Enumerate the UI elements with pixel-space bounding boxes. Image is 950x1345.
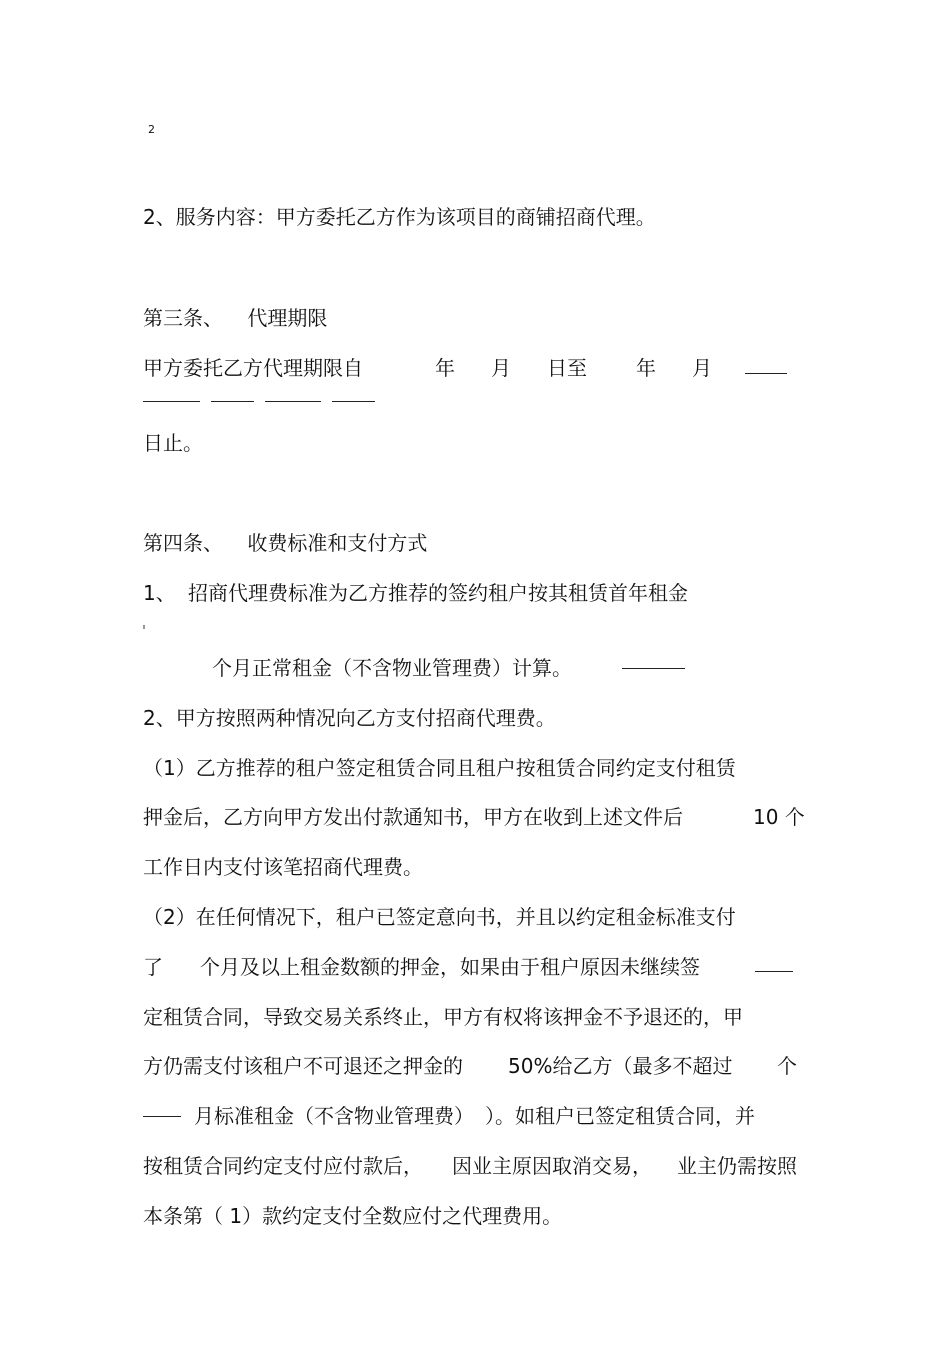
case-2-line-1: （2）在任何情况下，租户已签定意向书，并且以约定租金标准支付 <box>143 905 736 929</box>
term-year-1: 年 <box>435 356 455 380</box>
case-2-signed: ）。如租户已签定租赁合同，并 <box>485 1104 755 1128</box>
blank-rule <box>211 401 254 402</box>
term-month-1: 月 <box>491 356 511 380</box>
case-2-owner-cancel: 因业主原因取消交易， <box>452 1154 652 1178</box>
article-3-number: 第三条、 <box>143 306 223 330</box>
blank-rule <box>143 401 200 402</box>
term-end-line: 日止。 <box>143 431 203 455</box>
article-4-heading <box>143 530 427 556</box>
case-1-days: 10 个 <box>753 805 805 829</box>
case-1-line-1: （1）乙方推荐的租户签定租赁合同且租户按租赁合同约定支付租赁 <box>143 756 736 780</box>
blank-rule <box>143 1116 181 1117</box>
article-4-number: 第四条、 <box>143 531 223 555</box>
article-4-title: 收费标准和支付方式 <box>247 531 428 555</box>
case-1-line-3: 工作日内支付该笔招商代理费。 <box>143 855 423 879</box>
blank-rule <box>265 401 321 402</box>
term-year-2: 年 <box>636 356 656 380</box>
blank-tick <box>143 625 145 629</box>
item-1-number: 1、 <box>143 581 176 605</box>
case-2-deposit-text: 个月及以上租金数额的押金，如果由于租户原因未继续签 <box>200 955 700 979</box>
case-2-refund-text: 方仍需支付该租户不可退还之押金的 <box>143 1054 463 1078</box>
blank-rule <box>332 401 375 402</box>
months-rent-line: 个月正常租金（不含物业管理费）计算。 <box>212 656 572 680</box>
service-content-line: 2、服务内容：甲方委托乙方作为该项目的商铺招商代理。 <box>143 205 656 229</box>
term-day-to: 日至 <box>547 356 587 380</box>
term-month-2: 月 <box>692 356 712 380</box>
term-text: 甲方委托乙方代理期限自 <box>143 356 363 380</box>
article-3-title: 代理期限 <box>247 306 328 330</box>
case-2-le: 了 <box>143 955 163 979</box>
fee-standard-text: 招商代理费标准为乙方推荐的签约租户按其租赁首年租金 <box>188 581 688 605</box>
case-2-standard-rent: 月标准租金（不含物业管理费） <box>194 1104 474 1128</box>
blank-rule <box>755 971 793 972</box>
case-2-payment-text: 按租赁合同约定支付应付款后， <box>143 1154 423 1178</box>
case-2-line-7: 本条第（ 1）款约定支付全数应付之代理费用。 <box>143 1204 563 1228</box>
blank-rule <box>745 373 787 374</box>
case-2-ge: 个 <box>777 1054 797 1078</box>
case-2-owner-must: 业主仍需按照 <box>677 1154 797 1178</box>
case-2-line-3: 定租赁合同，导致交易关系终止，甲方有权将该押金不予退还的，甲 <box>143 1005 743 1029</box>
payment-cases-line: 2、甲方按照两种情况向乙方支付招商代理费。 <box>143 706 556 730</box>
case-2-percent: 50%给乙方（最多不超过 <box>508 1054 733 1078</box>
page-number: 2 <box>148 123 155 136</box>
blank-rule <box>622 668 685 669</box>
article-3-heading <box>143 305 327 331</box>
case-1-text: 押金后，乙方向甲方发出付款通知书，甲方在收到上述文件后 <box>143 805 683 829</box>
